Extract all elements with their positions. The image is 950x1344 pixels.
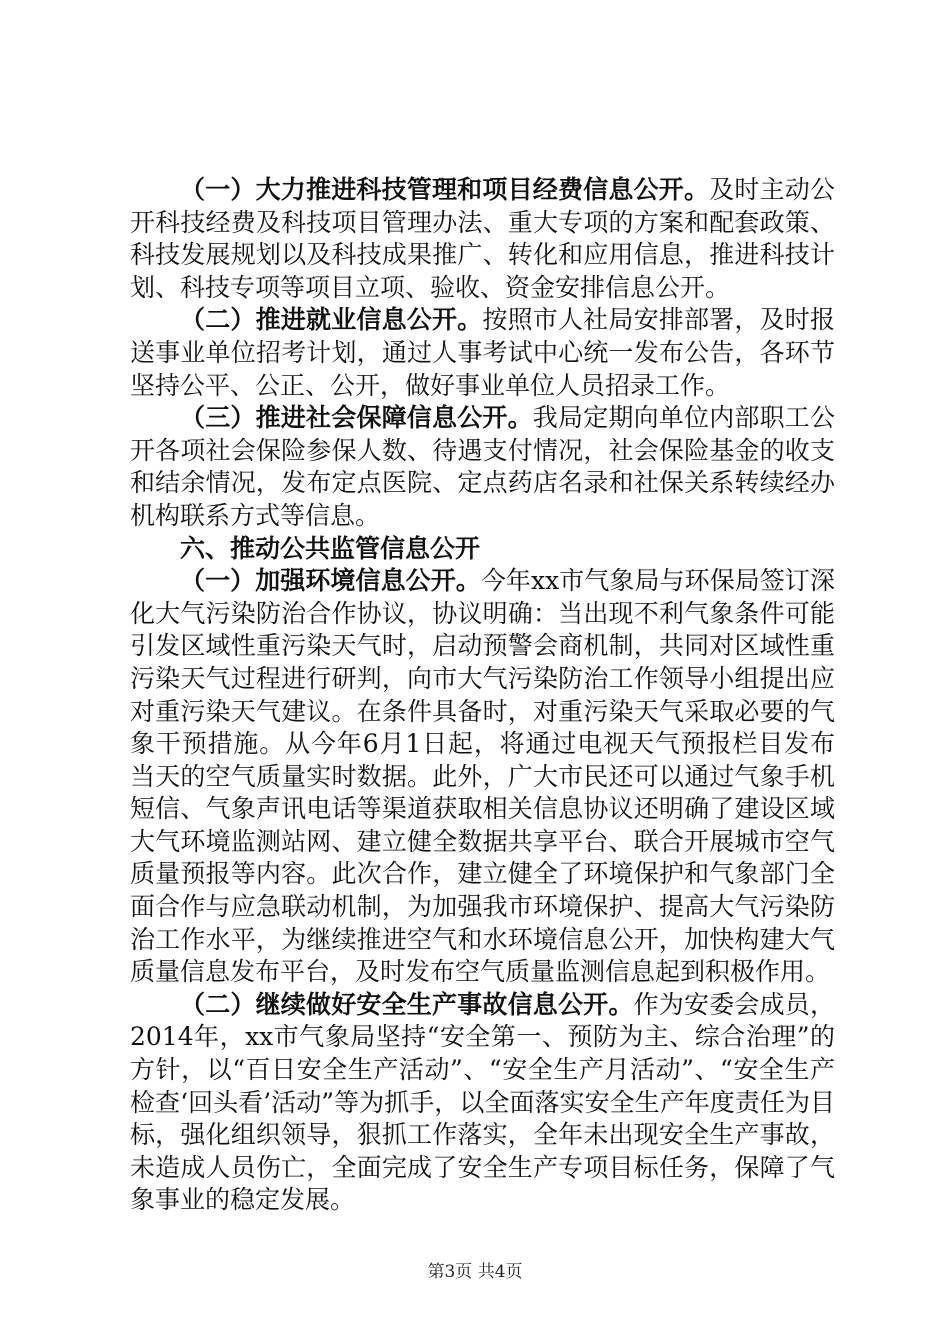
paragraph-lead: （一）大力推进科技管理和项目经费信息公开。 [180,175,710,204]
page-footer: 第3页 共4页 [427,1262,523,1282]
paragraph-safety-info [130,989,835,1217]
paragraph-text: 按照市人社局安排部署，及时报送事业单位招考计划，通过人事考试中心统一发布公告，各环节坚持公平、公正、公开，做好事业单位人员招录工作。 [130,305,835,400]
paragraph-lead: （一）加强环境信息公开。 [180,566,481,596]
section-title: 六、推动公共监管信息公开 [180,533,481,563]
paragraph-lead: （二）推进就业信息公开。 [180,305,483,335]
paragraph-environment-info [130,565,835,989]
paragraph-text: 今年xx市气象局与环保局签订深化大气污染防治合作协议，协议明确：当出现不利气象条件可能引发区域性重污染天气时，启动预警会商机制，共同对区域性重污染天气过程进行研判，向市大气污染防治工作领导小组提出应对重污染天气建议。在条件具备时，对重污染天气采取必要的气象干预措施。从今年6月1日起，将通过电视天气预报栏目发布当天的空气质量实时数据。此外，广大市民还可以通过气象手机短信、气象声讯电话等渠道获取相关信息协议还明确了建设区域大气环境监测站网、建立健全数据共享平台、联合开展城市空气质量预报等内容。此次合作，建立健全了环境保护和气象部门全面合作与应急联动机制，为加强我市环境保护、提高大气污染防治工作水平，为继续推进空气和水环境信息公开，加快构建大气质量信息发布平台，及时发布空气质量监测信息起到积极作用。 [130,566,835,987]
paragraph-tech-info [130,174,835,304]
paragraph-lead: （二）继续做好安全生产事故信息公开。 [180,989,634,1019]
document-body [130,174,835,1217]
paragraph-lead: （三）推进社会保障信息公开。 [180,403,533,433]
paragraph-social-security-info [130,402,835,532]
paragraph-text: 作为安委会成员，2014年，xx市气象局坚持“安全第一、预防为主、综合治理”的方针，以“百日安全生产活动”、“安全生产月活动”、“安全生产检查‘回头看’活动”等为抓手，以全面落实安全生产年度责任为目标，强化组织领导，狠抓工作落实，全年未出现安全生产事故，未造成人员伤亡，全面完成了安全生产专项目标任务，保障了气象事业的稳定发展。 [130,989,835,1215]
paragraph-text: 我局定期向单位内部职工公开各项社会保险参保人数、待遇支付情况，社会保险基金的收支和结余情况，发布定点医院、定点药店名录和社保关系转续经办机构联系方式等信息。 [130,403,835,530]
paragraph-text: 及时主动公开科技经费及科技项目管理办法、重大专项的方案和配套政策、科技发展规划以及科技成果推广、转化和应用信息，推进科技计划、科技专项等项目立项、验收、资金安排信息公开。 [130,175,835,302]
paragraph-employment-info [130,304,835,402]
